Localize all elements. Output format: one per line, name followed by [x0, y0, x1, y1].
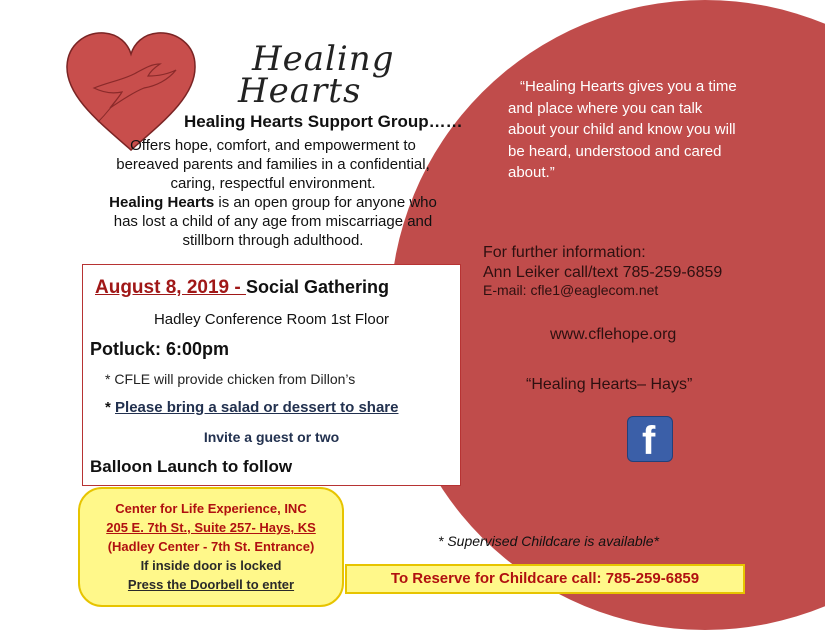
- event-location: Hadley Conference Room 1st Floor: [153, 311, 390, 328]
- event-balloon: Balloon Launch to follow: [90, 457, 293, 476]
- address-street: 205 E. 7th St., Suite 257- Hays, KS: [106, 520, 316, 535]
- childcare-note: * Supervised Childcare is available*: [438, 533, 660, 549]
- event-potluck: Potluck: 6:00pm: [90, 339, 230, 359]
- event-box: [82, 264, 461, 486]
- quote-line: about your child and know you will: [508, 121, 736, 138]
- event-title: Social Gathering: [246, 277, 390, 297]
- quote: [508, 76, 783, 184]
- group-heading: Healing Hearts Support Group……: [184, 112, 463, 131]
- contact-heading: For further information:: [483, 244, 646, 261]
- intro-line-rest: is an open group for anyone who: [214, 194, 437, 211]
- intro-group-name: Healing Hearts: [109, 194, 215, 211]
- intro-line: caring, respectful environment.: [170, 175, 376, 192]
- address-entrance: (Hadley Center - 7th St. Entrance): [107, 539, 315, 554]
- logo-title-line1: Healing: [252, 39, 395, 79]
- contact-email[interactable]: E-mail: cfle1@eaglecom.net: [483, 282, 659, 298]
- intro-line: has lost a child of any age from miscarriage and: [113, 213, 433, 230]
- childcare-reserve-box: To Reserve for Childcare call: 785-259-6859: [345, 564, 745, 594]
- event-note-chicken: * CFLE will provide chicken from Dillon’s: [105, 371, 356, 387]
- quote-line: about.”: [508, 164, 555, 181]
- intro-line: bereaved parents and families in a confidential,: [116, 156, 430, 173]
- quote-line: be heard, understood and cared: [508, 142, 722, 160]
- address-org: Center for Life Experience, INC: [115, 501, 307, 516]
- quote-line: and place where you can talk: [508, 99, 703, 117]
- intro-line: Offers hope, comfort, and empowerment to: [130, 137, 416, 154]
- event-invite: Invite a guest or two: [203, 429, 340, 445]
- website-link[interactable]: www.cflehope.org: [550, 326, 677, 343]
- intro-text: [78, 136, 468, 250]
- event-note-bring-text: Please bring a salad or dessert to share: [115, 399, 399, 416]
- address-box: [78, 487, 344, 607]
- group-name-label: “Healing Hearts– Hays”: [526, 376, 693, 393]
- event-header: [95, 277, 389, 299]
- logo-title-line2: Hearts: [238, 71, 362, 111]
- facebook-icon[interactable]: [627, 416, 673, 462]
- intro-line: [78, 193, 468, 212]
- address-door: If inside door is locked: [140, 558, 282, 573]
- event-date: August 8, 2019 -: [95, 277, 246, 298]
- intro-line: stillborn through adulthood.: [182, 232, 364, 249]
- facebook-glyph: f: [642, 419, 656, 463]
- contact-name-line: Ann Leiker call/text 785-259-6859: [483, 264, 723, 281]
- address-bell: Press the Doorbell to enter: [127, 577, 295, 592]
- quote-line: “Healing Hearts gives you a time: [520, 78, 737, 95]
- event-note-star: *: [105, 399, 116, 416]
- event-note-bring: [105, 399, 398, 416]
